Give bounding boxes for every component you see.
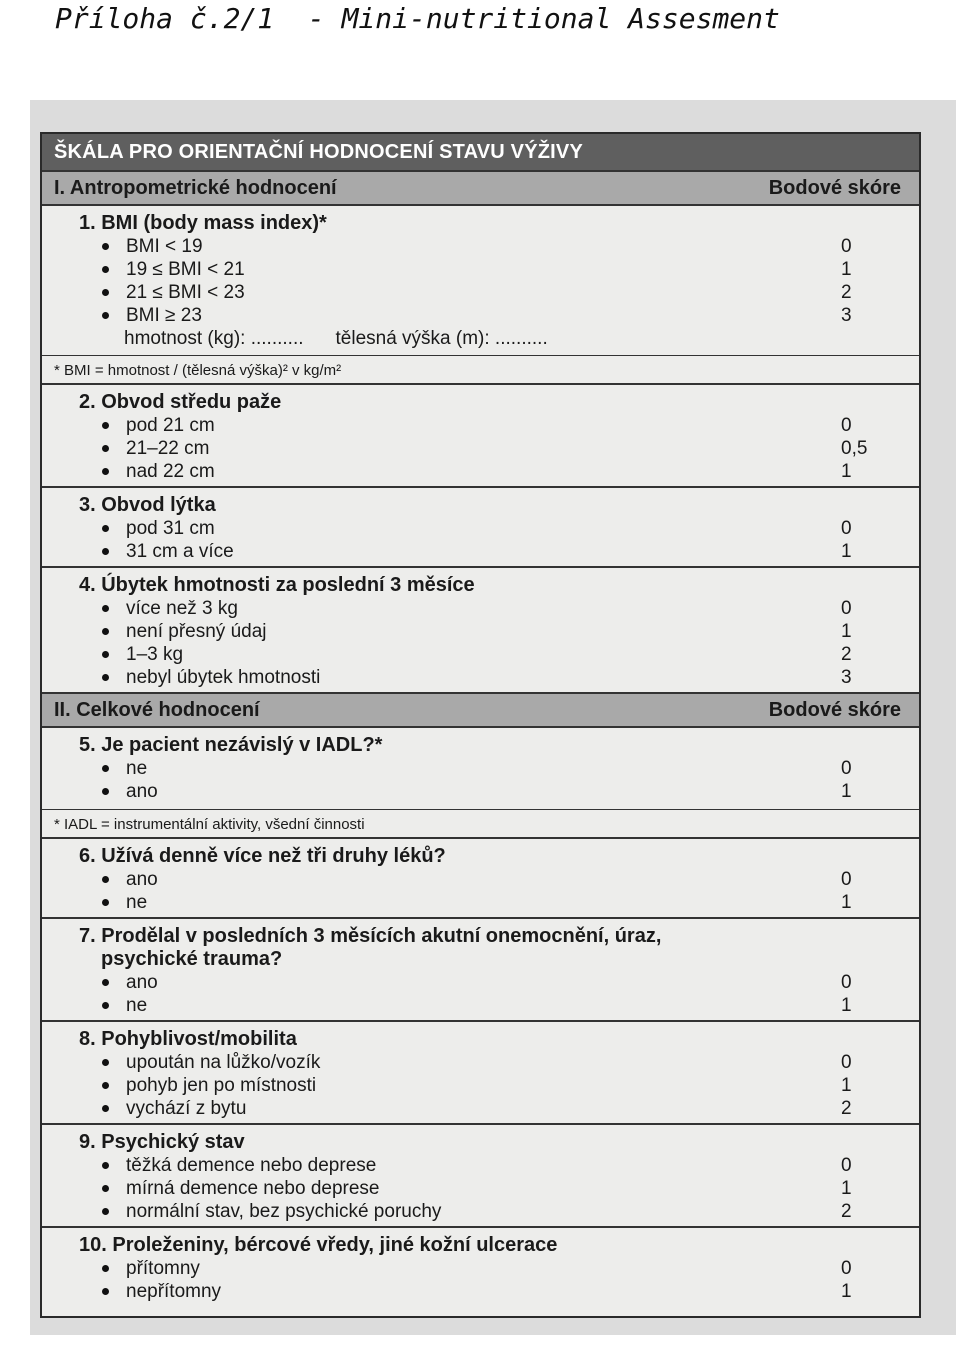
weight-field[interactable]: hmotnost (kg): .......... [124, 328, 304, 349]
option-row [42, 1097, 919, 1120]
bullet-icon [102, 1105, 109, 1112]
option-score: 3 [841, 666, 852, 688]
option-label: ne [126, 994, 148, 1016]
question-skin-ulcers [42, 1228, 919, 1306]
option-score: 2 [841, 1097, 852, 1119]
option-label: 1–3 kg [126, 643, 184, 665]
option-score: 0 [841, 971, 852, 993]
option-score: 0 [841, 1154, 852, 1176]
option-label: mírná demence nebo deprese [126, 1177, 380, 1199]
option-score: 1 [841, 891, 852, 913]
option-score: 2 [841, 643, 852, 665]
option-label: pod 21 cm [126, 414, 215, 436]
measurement-fields [42, 327, 919, 351]
question-weight-loss [42, 568, 919, 692]
section-title: II. Celkové hodnocení [54, 698, 260, 721]
question-title [42, 925, 919, 971]
bullet-icon [102, 1002, 109, 1009]
bullet-icon [102, 1162, 109, 1169]
option-label: vychází z bytu [126, 1097, 247, 1119]
question-bmi [42, 206, 919, 355]
question-title-line: psychické trauma? [101, 948, 283, 970]
bullet-icon [102, 445, 109, 452]
option-row [42, 891, 919, 914]
section-header-anthropometric [42, 170, 919, 206]
option-score: 1 [841, 1280, 852, 1302]
option-row [42, 780, 919, 803]
bullet-icon [102, 312, 109, 319]
option-row [42, 437, 919, 460]
option-row [42, 235, 919, 258]
question-title: 10. Proleženiny, bércové vředy, jiné kožní ulcerace [79, 1234, 558, 1256]
question-title: 8. Pohyblivost/mobilita [79, 1028, 297, 1050]
iadl-footnote: * IADL = instrumentální aktivity, všední činnosti [42, 809, 919, 839]
option-label: pohyb jen po místnosti [126, 1074, 317, 1096]
question-arm-circumference [42, 385, 919, 488]
section-title: I. Antropometrické hodnocení [54, 176, 337, 199]
option-score: 1 [841, 1074, 852, 1096]
option-score: 0 [841, 757, 852, 779]
question-iadl [42, 728, 919, 809]
score-column-label: Bodové skóre [768, 176, 901, 199]
bullet-icon [102, 422, 109, 429]
option-score: 2 [841, 281, 852, 303]
score-column-label: Bodové skóre [768, 698, 901, 721]
option-score: 0 [841, 868, 852, 890]
option-label: více než 3 kg [126, 597, 238, 619]
option-label: ne [126, 891, 148, 913]
bullet-icon [102, 1059, 109, 1066]
question-mobility [42, 1022, 919, 1125]
option-row [42, 868, 919, 891]
option-score: 0,5 [841, 437, 868, 459]
option-label: nebyl úbytek hmotnosti [126, 666, 321, 688]
option-row [42, 597, 919, 620]
option-row [42, 994, 919, 1017]
option-row [42, 258, 919, 281]
option-label: normální stav, bez psychické poruchy [126, 1200, 442, 1222]
option-row [42, 1154, 919, 1177]
question-title: 6. Užívá denně více než tři druhy léků? [79, 845, 446, 867]
option-row [42, 1280, 919, 1303]
option-label: pod 31 cm [126, 517, 215, 539]
option-row [42, 757, 919, 780]
option-row [42, 1177, 919, 1200]
option-label: ano [126, 868, 158, 890]
option-row [42, 666, 919, 689]
question-title: 9. Psychický stav [79, 1131, 245, 1153]
option-score: 1 [841, 620, 852, 642]
question-acute-illness [42, 919, 919, 1022]
bullet-icon [102, 899, 109, 906]
option-row [42, 304, 919, 327]
form-title: ŠKÁLA PRO ORIENTAČNÍ HODNOCENÍ STAVU VÝŽIVY [42, 134, 919, 170]
option-score: 1 [841, 1177, 852, 1199]
bullet-icon [102, 605, 109, 612]
option-row [42, 1074, 919, 1097]
question-title: 4. Úbytek hmotnosti za poslední 3 měsíce [79, 574, 475, 596]
option-score: 0 [841, 597, 852, 619]
option-row [42, 620, 919, 643]
question-title: 3. Obvod lýtka [79, 494, 216, 516]
bullet-icon [102, 1265, 109, 1272]
option-score: 2 [841, 1200, 852, 1222]
bullet-icon [102, 765, 109, 772]
bullet-icon [102, 548, 109, 555]
option-row [42, 460, 919, 483]
option-row [42, 540, 919, 563]
option-row [42, 1051, 919, 1074]
option-score: 1 [841, 780, 852, 802]
question-title-line: 7. Prodělal v posledních 3 měsících akutní onemocnění, úraz, [79, 925, 662, 947]
bullet-icon [102, 1288, 109, 1295]
section-header-overall [42, 692, 919, 728]
bullet-icon [102, 788, 109, 795]
option-label: 21–22 cm [126, 437, 210, 459]
option-label: 31 cm a více [126, 540, 234, 562]
bullet-icon [102, 468, 109, 475]
page-title: Příloha č.2/1 - Mini-nutritional Assesment [55, 2, 780, 35]
question-title: 5. Je pacient nezávislý v IADL?* [79, 734, 383, 756]
option-score: 1 [841, 258, 852, 280]
option-label: není přesný údaj [126, 620, 267, 642]
option-score: 1 [841, 460, 852, 482]
option-label: BMI ≥ 23 [126, 304, 202, 326]
bullet-icon [102, 525, 109, 532]
height-field[interactable]: tělesná výška (m): .......... [335, 328, 548, 349]
nutrition-assessment-form [40, 132, 921, 1318]
option-row [42, 1200, 919, 1223]
bullet-icon [102, 243, 109, 250]
option-score: 0 [841, 517, 852, 539]
option-score: 1 [841, 994, 852, 1016]
bullet-icon [102, 1185, 109, 1192]
question-calf-circumference [42, 488, 919, 568]
bullet-icon [102, 651, 109, 658]
option-row [42, 1257, 919, 1280]
option-label: přítomny [126, 1257, 200, 1279]
option-label: ano [126, 780, 158, 802]
option-row [42, 643, 919, 666]
option-score: 0 [841, 235, 852, 257]
option-row [42, 971, 919, 994]
bullet-icon [102, 289, 109, 296]
question-medications [42, 839, 919, 919]
option-label: 19 ≤ BMI < 21 [126, 258, 245, 280]
bullet-icon [102, 979, 109, 986]
bullet-icon [102, 1208, 109, 1215]
option-row [42, 281, 919, 304]
bullet-icon [102, 1082, 109, 1089]
option-label: nepřítomny [126, 1280, 222, 1302]
option-label: 21 ≤ BMI < 23 [126, 281, 245, 303]
bullet-icon [102, 876, 109, 883]
bullet-icon [102, 628, 109, 635]
option-label: těžká demence nebo deprese [126, 1154, 377, 1176]
option-row [42, 517, 919, 540]
option-score: 1 [841, 540, 852, 562]
option-score: 0 [841, 1257, 852, 1279]
question-title: 1. BMI (body mass index)* [79, 212, 327, 234]
option-row [42, 414, 919, 437]
bullet-icon [102, 674, 109, 681]
option-label: ne [126, 757, 148, 779]
option-label: ano [126, 971, 158, 993]
option-score: 0 [841, 1051, 852, 1073]
question-title: 2. Obvod středu paže [79, 391, 282, 413]
option-score: 0 [841, 414, 852, 436]
question-mental-state [42, 1125, 919, 1228]
option-label: BMI < 19 [126, 235, 203, 257]
bullet-icon [102, 266, 109, 273]
option-label: nad 22 cm [126, 460, 215, 482]
option-label: upoután na lůžko/vozík [126, 1051, 321, 1073]
bmi-footnote: * BMI = hmotnost / (tělesná výška)² v kg/m² [42, 355, 919, 385]
option-score: 3 [841, 304, 852, 326]
